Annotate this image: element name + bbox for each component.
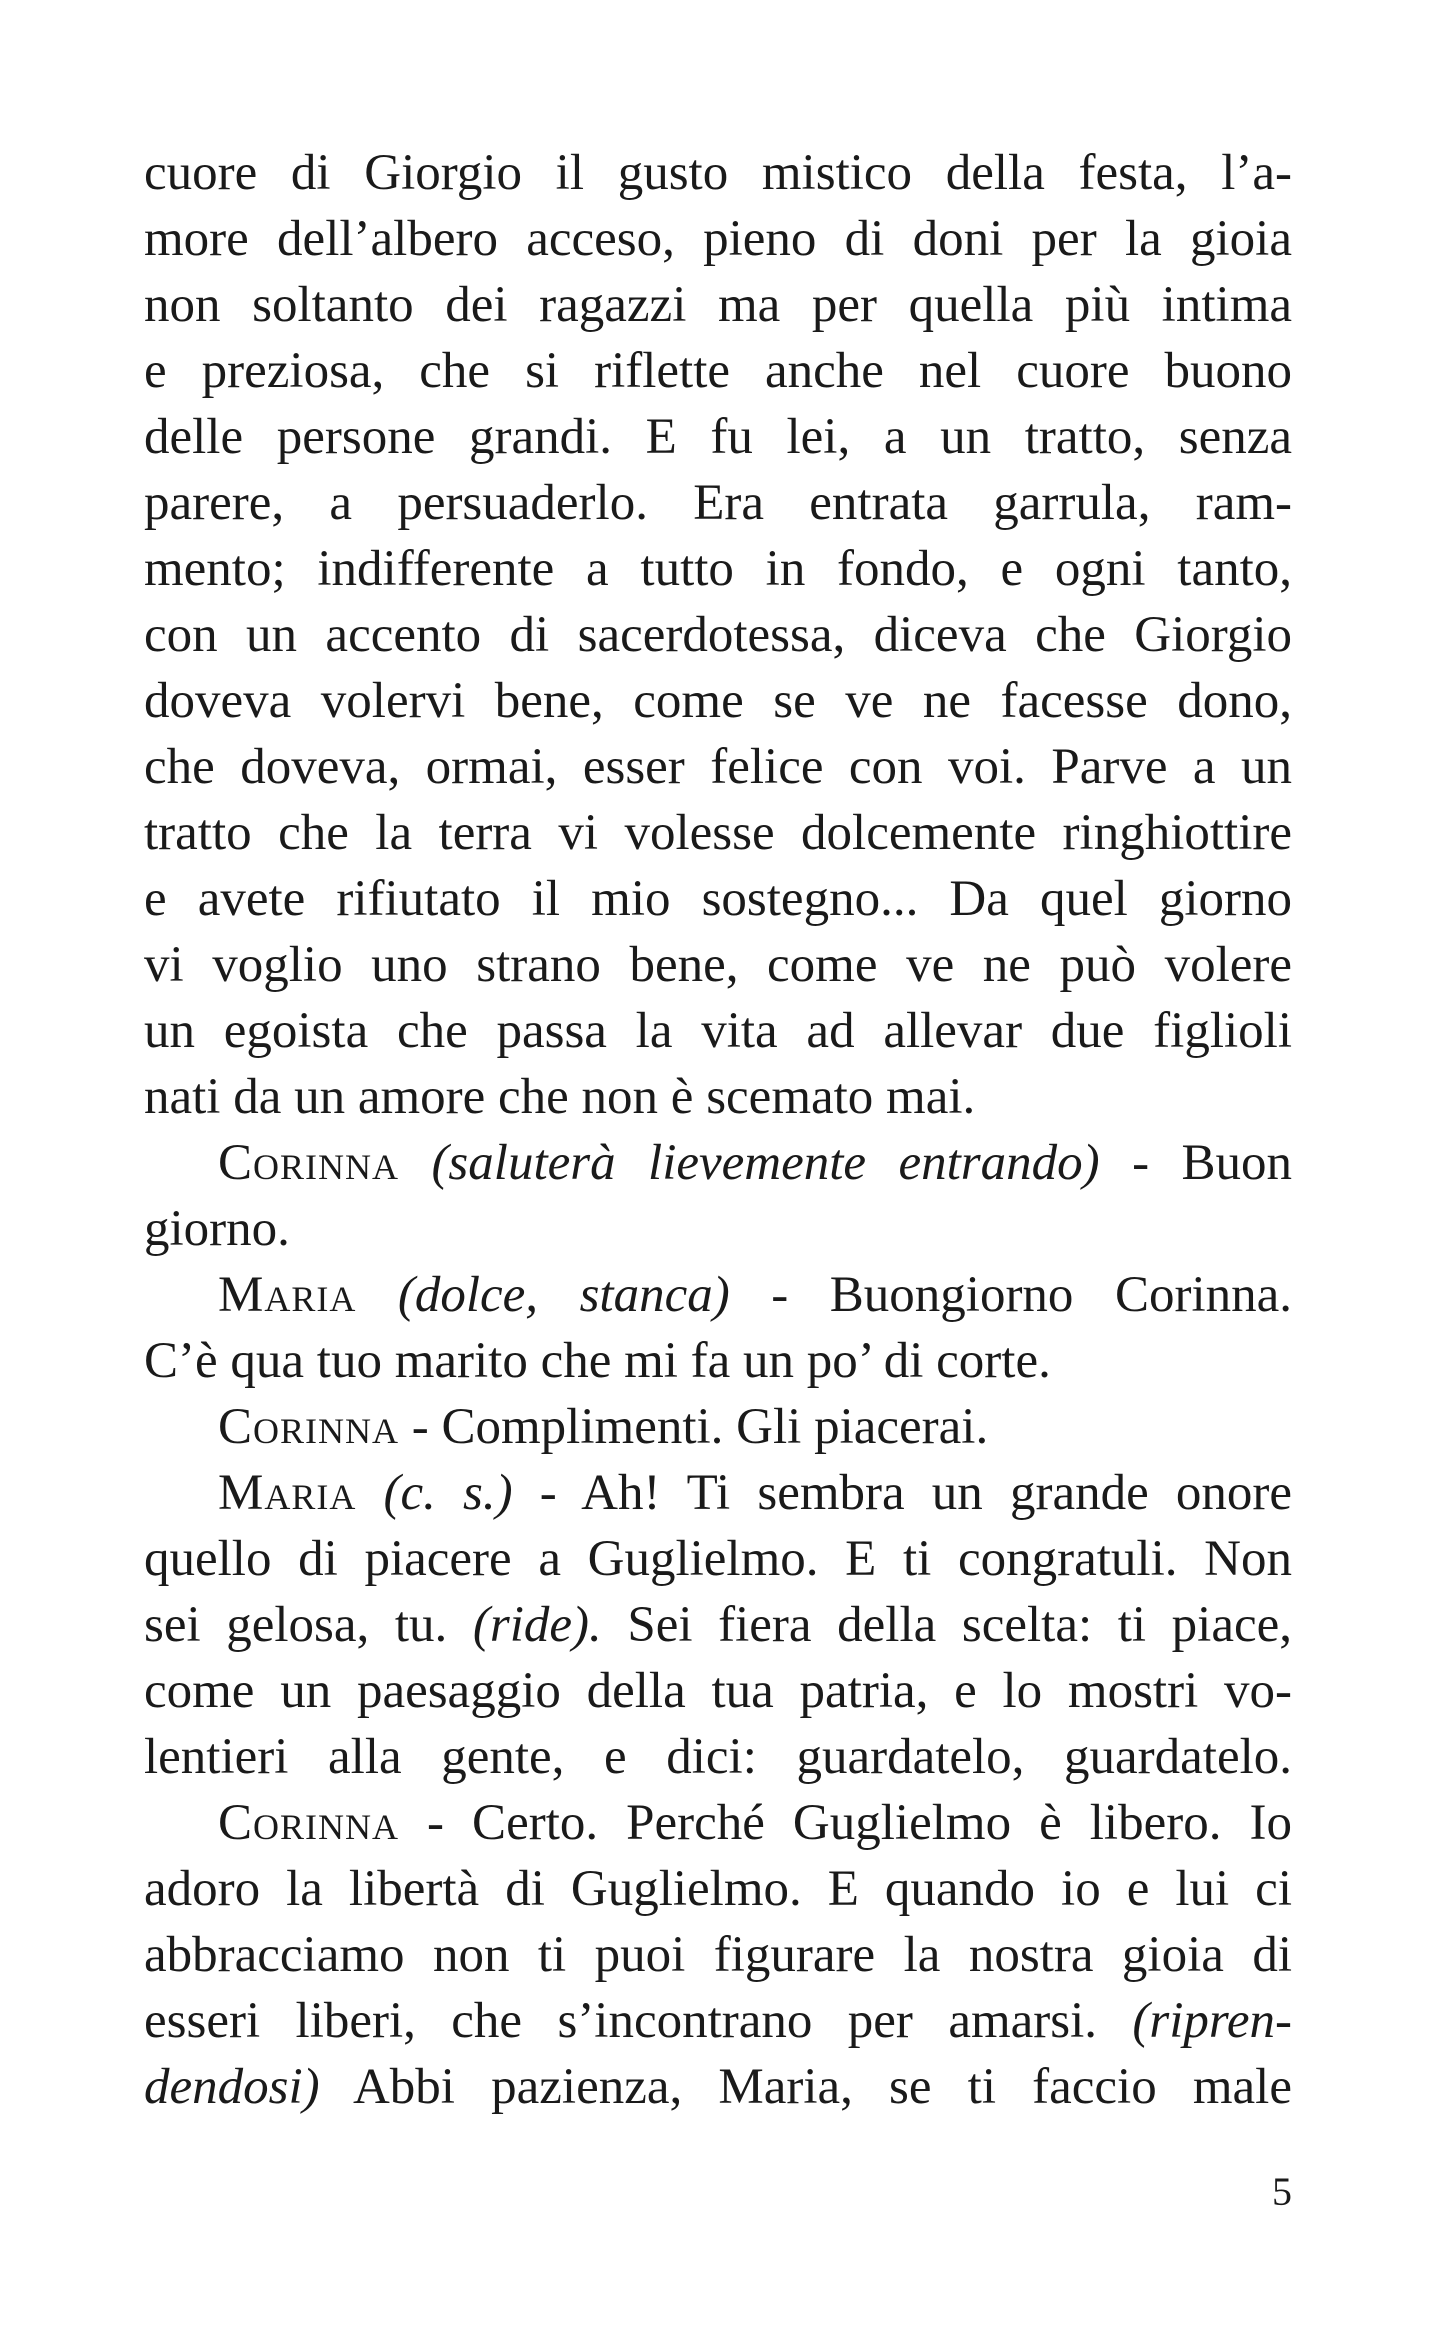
dialogue-text: - Complimenti. Gli piacerai. xyxy=(399,1399,989,1455)
dialogue-text: Sei fiera della scelta: ti piace, xyxy=(601,1597,1292,1653)
dialogue-line: lentieri alla gente, e dici: guardatelo, guardatelo. xyxy=(144,1729,1292,1785)
text-line: e preziosa, che si riflette anche nel cuore buono xyxy=(144,343,1292,399)
stage-direction: (dolce, stanca) xyxy=(397,1267,730,1323)
dialogue-line xyxy=(144,1262,1292,1328)
dialogue-line xyxy=(144,1988,1292,2054)
text-line: con un accento di sacerdotessa, diceva che Giorgio xyxy=(144,607,1292,663)
text-line: tratto che la terra vi volesse dolcemente ringhiottire xyxy=(144,805,1292,861)
text-line: more dell’albero acceso, pieno di doni per la gioia xyxy=(144,211,1292,267)
dialogue-text: esseri liberi, che s’incontrano per amarsi. xyxy=(144,1993,1133,2049)
text-line: mento; indifferente a tutto in fondo, e ogni tanto, xyxy=(144,541,1292,597)
dialogue-text: - Ah! Ti sembra un grande onore xyxy=(512,1465,1293,1521)
text-line: delle persone grandi. E fu lei, a un tratto, senza xyxy=(144,409,1292,465)
dialogue-line xyxy=(144,1790,1292,1856)
stage-direction: (c. s.) xyxy=(383,1465,513,1521)
dialogue-line xyxy=(144,1460,1292,1526)
dialogue-line: abbracciamo non ti puoi figurare la nostra gioia di xyxy=(144,1927,1292,1983)
dialogue-line xyxy=(144,1130,1292,1196)
stage-direction: dendosi) xyxy=(144,2059,320,2115)
stage-direction: (ride). xyxy=(472,1597,602,1653)
stage-direction: (ripren- xyxy=(1132,1993,1292,2049)
dialogue-line: C’è qua tuo marito che mi fa un po’ di corte. xyxy=(144,1333,1051,1389)
stage-direction: (saluterà lievemente entrando) xyxy=(431,1135,1100,1191)
text-line: nati da un amore che non è scemato mai. xyxy=(144,1069,976,1125)
speaker-name: Corinna xyxy=(218,1135,400,1191)
speaker-name: Corinna xyxy=(218,1795,400,1851)
text-line: che doveva, ormai, esser felice con voi. Parve a un xyxy=(144,739,1292,795)
dialogue-text: - Buongiorno Corinna. xyxy=(729,1267,1293,1323)
dialogue-text: - Certo. Perché Guglielmo è libero. Io xyxy=(399,1795,1292,1851)
speaker-name: Maria xyxy=(218,1465,357,1521)
dialogue-line xyxy=(144,1592,1292,1658)
speaker-name: Corinna xyxy=(218,1399,400,1455)
dialogue-line xyxy=(144,1394,1292,1460)
dialogue-line: giorno. xyxy=(144,1201,290,1257)
text-line: cuore di Giorgio il gusto mistico della festa, l’a- xyxy=(144,145,1292,201)
text-line: vi voglio uno strano bene, come ve ne può volere xyxy=(144,937,1292,993)
dialogue-line: adoro la libertà di Guglielmo. E quando io e lui ci xyxy=(144,1861,1292,1917)
text-line: non soltanto dei ragazzi ma per quella più intima xyxy=(144,277,1292,333)
page-number: 5 xyxy=(1272,2169,1292,2214)
dialogue-line xyxy=(144,2054,1292,2120)
speaker-name: Maria xyxy=(218,1267,357,1323)
text-line: e avete rifiutato il mio sostegno... Da quel giorno xyxy=(144,871,1292,927)
dialogue-text: - Buon xyxy=(1099,1135,1293,1191)
dialogue-text: sei gelosa, tu. xyxy=(144,1597,473,1653)
text-line: un egoista che passa la vita ad allevar due figlioli xyxy=(144,1003,1292,1059)
page-body xyxy=(144,140,1292,2120)
dialogue-line: quello di piacere a Guglielmo. E ti congratuli. Non xyxy=(144,1531,1292,1587)
text-line: doveva volervi bene, come se ve ne facesse dono, xyxy=(144,673,1292,729)
text-line: parere, a persuaderlo. Era entrata garrula, ram- xyxy=(144,475,1292,531)
dialogue-line: come un paesaggio della tua patria, e lo mostri vo- xyxy=(144,1663,1292,1719)
dialogue-text: Abbi pazienza, Maria, se ti faccio male xyxy=(319,2059,1292,2115)
